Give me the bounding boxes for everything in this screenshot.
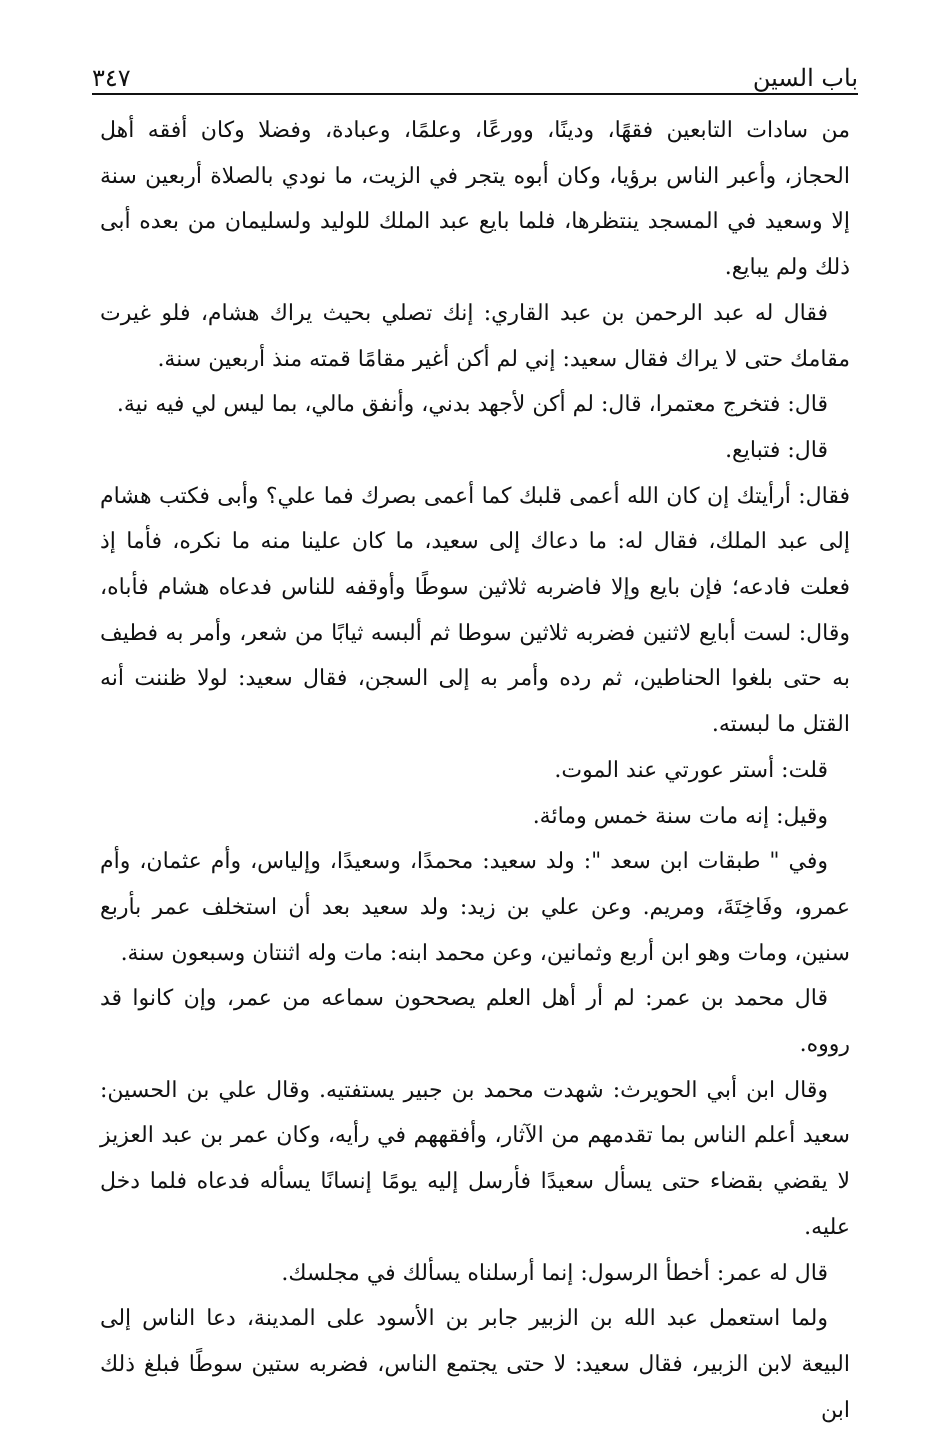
body-text (100, 108, 850, 1433)
paragraph-6: قلت: أستر عورتي عند الموت. (554, 757, 828, 783)
paragraph-2: فقال له عبد الرحمن بن عبد القاري: إنك تصلي بحيث يراك هشام، فلو غيرت مقامك حتى لا يراك فقال سعيد: إني لم أكن أغير مقامًا قمته منذ أربعين سنة. (100, 300, 850, 372)
paragraph-4: قال: فتبايع. (725, 437, 828, 463)
paragraph-12: ولما استعمل عبد الله بن الزبير جابر بن الأسود على المدينة، دعا الناس إلى البيعة لابن الزبير، فقال سعيد: لا حتى يجتمع الناس، فضربه ستين سوطًا فبلغ ذلك ابن (100, 1306, 850, 1423)
chapter-title: باب السين (752, 64, 858, 92)
page-number: ٣٤٧ (92, 64, 131, 92)
page-header (92, 52, 858, 92)
paragraph-1: من سادات التابعين فقهًا، ودينًا، وورعًا، وعلمًا، وعبادة، وفضلا وكان أفقه أهل الحجاز، وأعبر الناس برؤيا، وكان أبوه يتجر في الزيت، ما نودي بالصلاة أربعين سنة إلا وسعيد في المسجد ينتظرها، فلما بايع عبد الملك للوليد ولسليمان من بعده أبى ذلك ولم يبايع. (100, 118, 850, 281)
paragraph-11: قال له عمر: أخطأ الرسول: إنما أرسلناه يسألك في مجلسك. (281, 1260, 828, 1286)
paragraph-8: وفي " طبقات ابن سعد ": ولد سعيد: محمدًا، وسعيدًا، وإلياس، وأم عثمان، وأم عمرو، وفَاخِتَةَ، ومريم. وعن علي بن زيد: ولد سعيد بعد أن استخلف عمر بأربع سنين، ومات وهو ابن أربع وثمانين، وعن محمد ابنه: مات وله اثنتان وسبعون سنة. (100, 849, 850, 966)
paragraph-10: وقال ابن أبي الحويرث: شهدت محمد بن جبير يستفتيه. وقال علي بن الحسين: سعيد أعلم الناس بما تقدمهم من الآثار، وأفقههم في رأيه، وكان عمر بن عبد العزيز لا يقضي بقضاء حتى يسأل سعيدًا فأرسل إليه يومًا إنسانًا يسأله فدعاه فلما دخل عليه. (100, 1077, 850, 1240)
paragraph-9: قال محمد بن عمر: لم أر أهل العلم يصححون سماعه من عمر، وإن كانوا قد رووه. (100, 986, 850, 1058)
paragraph-7: وقيل: إنه مات سنة خمس ومائة. (532, 803, 828, 829)
paragraph-5: فقال: أرأيتك إن كان الله أعمى قلبك كما أعمى بصرك فما علي؟ وأبى فكتب هشام إلى عبد الملك، فقال له: ما دعاك إلى سعيد، ما كان علينا منه ما نكره، فأما إذ فعلت فادعه؛ فإن بايع وإلا فاضربه ثلاثين سوطًا وأوقفه للناس فدعاه هشام فأباه، وقال: لست أبايع لاثنين فضربه ثلاثين سوطا ثم ألبسه ثيابًا من شعر، وأمر به فطيف به حتى بلغوا الحناطين، ثم رده وأمر به إلى السجن، فقال سعيد: لولا ظننت أنه القتل ما لبسته. (100, 483, 850, 738)
header-divider (92, 93, 858, 95)
paragraph-3: قال: فتخرج معتمرا، قال: لم أكن لأجهد بدني، وأنفق مالي، بما ليس لي فيه نية. (116, 392, 828, 418)
